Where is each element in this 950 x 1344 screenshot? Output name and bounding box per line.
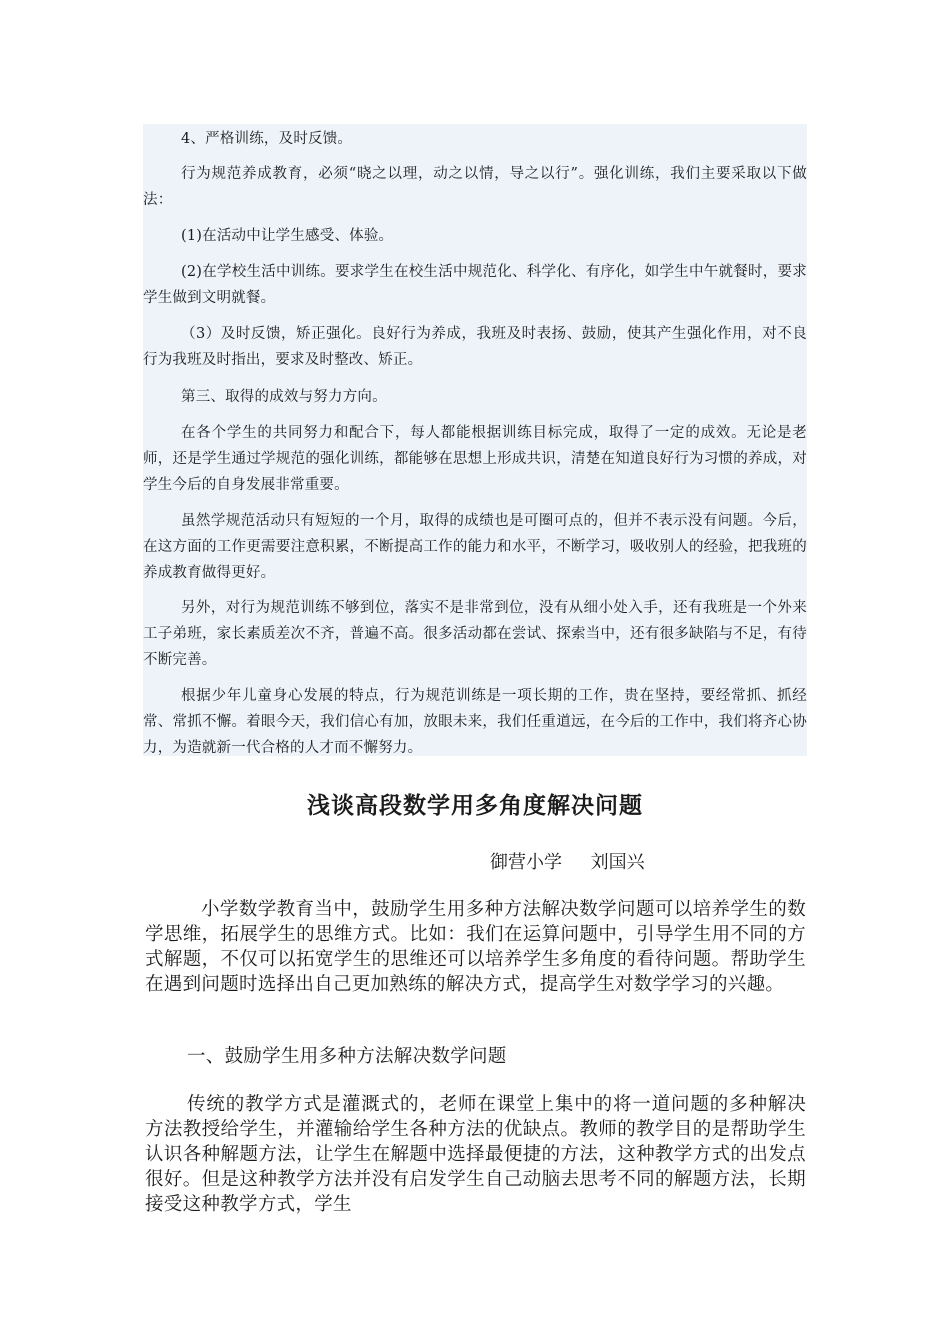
paragraph-results: 在各个学生的共同努力和配合下，每人都能根据训练目标完成，取得了一定的成效。无论是老师，还是学生通过学规范的强化训练，都能够在思想上形成共识，清楚在知道良好行为习惯的养成，对学生今后的自身发展非常重要。	[143, 425, 807, 493]
author-line: 御营小学 刘国兴	[490, 852, 645, 873]
paragraph-method-3: （3）及时反馈，矫正强化。良好行为养成，我班及时表扬、鼓励，使其产生强化作用，对不良行为我班及时指出，要求及时整改、矫正。	[143, 326, 807, 368]
paragraph-method-1: (1)在活动中让学生感受、体验。	[181, 228, 394, 244]
article-title: 浅谈高段数学用多角度解决问题	[307, 792, 643, 819]
paragraph-method-2: (2)在学校生活中训练。要求学生在校生活中规范化、科学化、有序化，如学生中午就餐时，要求学生做到文明就餐。	[143, 264, 807, 306]
paragraph-shortcomings: 另外，对行为规范训练不够到位，落实不是非常到位，没有从细小处入手，还有我班是一个外来工子弟班，家长素质差次不齐，普遍不高。很多活动都在尝试、探索当中，还有很多缺陷与不足，有待不断完善。	[143, 600, 807, 668]
paragraph-training-intro: 行为规范养成教育，必须“晓之以理，动之以情，导之以行”。强化训练，我们主要采取以下做法：	[143, 166, 807, 208]
paragraph-section-three-heading: 第三、取得的成效与努力方向。	[181, 389, 387, 405]
paragraph-training-heading: 4、严格训练，及时反馈。	[181, 131, 353, 147]
paragraph-outlook: 虽然学规范活动只有短短的一个月，取得的成绩也是可圈可点的，但并不表示没有问题。今后，在这方面的工作更需要注意积累，不断提高工作的能力和水平，不断学习，吸收别人的经验，把我班的养成教育做得更好。	[143, 513, 807, 581]
article-intro-paragraph: 小学数学教育当中，鼓励学生用多种方法解决数学问题可以培养学生的数学思维，拓展学生的思维方式。比如：我们在运算问题中，引导学生用不同的方式解题，不仅可以拓宽学生的思维还可以培养学生多角度的看待问题。帮助学生在遇到问题时选择出自己更加熟练的解决方式，提高学生对数学学习的兴趣。	[145, 899, 806, 995]
paragraph-conclusion: 根据少年儿童身心发展的特点，行为规范训练是一项长期的工作，贵在坚持，要经常抓、抓经常、常抓不懈。着眼今天，我们信心有加，放眼未来，我们任重道远，在今后的工作中，我们将齐心协力，为造就新一代合格的人才而不懈努力。	[143, 688, 807, 756]
previous-article-excerpt	[143, 124, 807, 756]
section-heading-1: 一、鼓励学生用多种方法解决数学问题	[187, 1046, 507, 1067]
section-1-body-paragraph: 传统的教学方式是灌溉式的，老师在课堂上集中的将一道问题的多种解决方法教授给学生，并灌输给学生各种方法的优缺点。教师的教学目的是帮助学生认识各种解题方法，让学生在解题中选择最便捷的方法，这种教学方式的出发点很好。但是这种教学方法并没有启发学生自己动脑去思考不同的解题方法，长期接受这种教学方式，学生	[145, 1094, 806, 1215]
